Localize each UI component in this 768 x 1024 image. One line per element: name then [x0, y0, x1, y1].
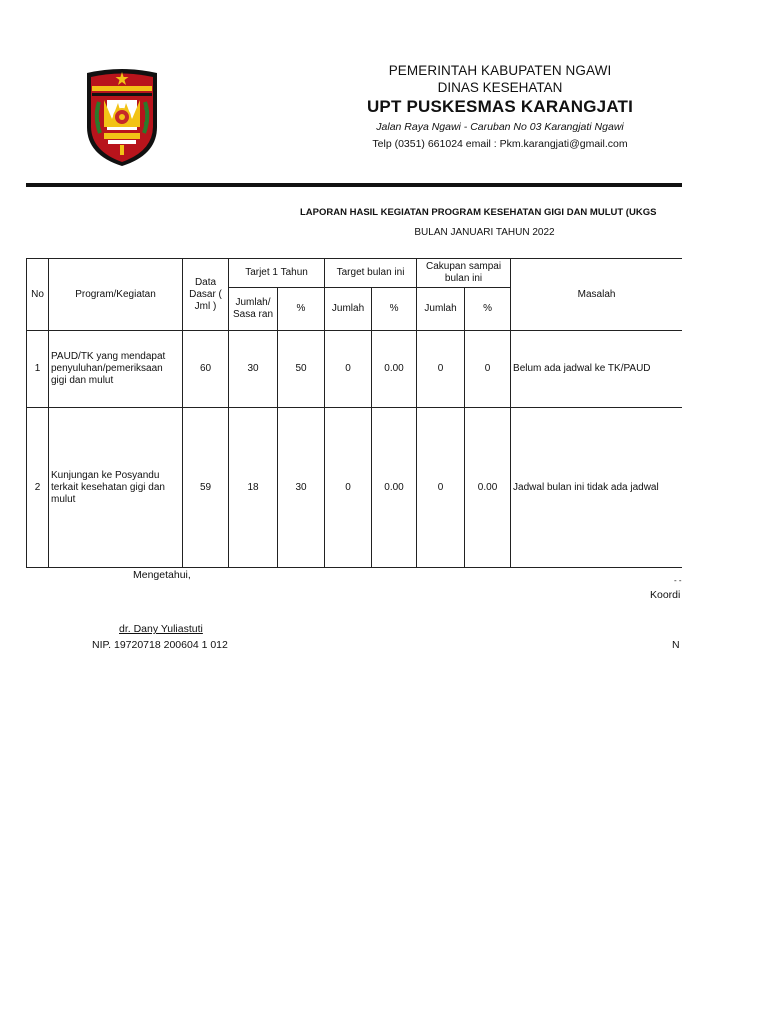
row-data-dasar: 60 [183, 331, 229, 408]
signature-left-name: dr. Dany Yuliastuti [119, 623, 203, 635]
row-target-month-percent: 0.00 [372, 408, 417, 568]
organization-name: UPT PUSKESMAS KARANGJATI [366, 97, 634, 116]
header-target-year: Tarjet 1 Tahun [229, 259, 325, 288]
row-target-month-jumlah: 0 [325, 331, 372, 408]
row-coverage-jumlah: 0 [417, 408, 465, 568]
row-target-year-percent: 30 [278, 408, 325, 568]
subheader-target-year-jumlah: Jumlah/ Sasa ran [229, 288, 278, 331]
signature-left-nip: NIP. 19720718 200604 1 012 [92, 639, 228, 651]
row-problem: Belum ada jadwal ke TK/PAUD [511, 331, 682, 408]
row-data-dasar: 59 [183, 408, 229, 568]
row-coverage-percent: 0 [465, 331, 511, 408]
subheader-target-month-percent: % [372, 288, 417, 331]
signature-right-nip: N [672, 639, 680, 651]
report-table [26, 258, 682, 568]
table-header-row [27, 259, 683, 288]
department-name: DINAS KESEHATAN [437, 80, 563, 95]
signature-right-mark: - - [674, 576, 682, 585]
report-period: BULAN JANUARI TAHUN 2022 [414, 227, 555, 238]
row-program: Kunjungan ke Posyandu terkait kesehatan gigi dan mulut [49, 408, 183, 568]
row-coverage-jumlah: 0 [417, 331, 465, 408]
row-coverage-percent: 0.00 [465, 408, 511, 568]
signature-right-label: Koordi [650, 589, 681, 601]
header-problem: Masalah [511, 259, 682, 331]
header-coverage: Cakupan sampai bulan ini [417, 259, 511, 288]
header-no: No [27, 259, 49, 331]
row-target-month-percent: 0.00 [372, 331, 417, 408]
subheader-coverage-percent: % [465, 288, 511, 331]
government-name: PEMERINTAH KABUPATEN NGAWI [388, 63, 612, 78]
table-row [27, 331, 683, 408]
header-target-month: Target bulan ini [325, 259, 417, 288]
row-no: 2 [27, 408, 49, 568]
regency-crest-logo [84, 67, 160, 167]
row-target-month-jumlah: 0 [325, 408, 372, 568]
header-data-dasar: Data Dasar ( Jml ) [183, 259, 229, 331]
row-problem: Jadwal bulan ini tidak ada jadwal [511, 408, 682, 568]
table-row [27, 408, 683, 568]
subheader-target-month-jumlah: Jumlah [325, 288, 372, 331]
subheader-target-year-percent: % [278, 288, 325, 331]
subheader-coverage-jumlah: Jumlah [417, 288, 465, 331]
letterhead-divider [26, 183, 682, 187]
header-program: Program/Kegiatan [49, 259, 183, 331]
report-title: LAPORAN HASIL KEGIATAN PROGRAM KESEHATAN GIGI DAN MULUT (UKGS [300, 207, 657, 218]
row-program: PAUD/TK yang mendapat penyuluhan/pemeriksaan gigi dan mulut [49, 331, 183, 408]
signature-left-label: Mengetahui, [133, 569, 191, 581]
organization-address: Jalan Raya Ngawi - Caruban No 03 Karangjati Ngawi [376, 121, 624, 133]
organization-contact: Telp (0351) 661024 email : Pkm.karangjati@gmail.com [372, 138, 628, 150]
row-no: 1 [27, 331, 49, 408]
row-target-year-percent: 50 [278, 331, 325, 408]
row-target-year-jumlah: 18 [229, 408, 278, 568]
row-target-year-jumlah: 30 [229, 331, 278, 408]
